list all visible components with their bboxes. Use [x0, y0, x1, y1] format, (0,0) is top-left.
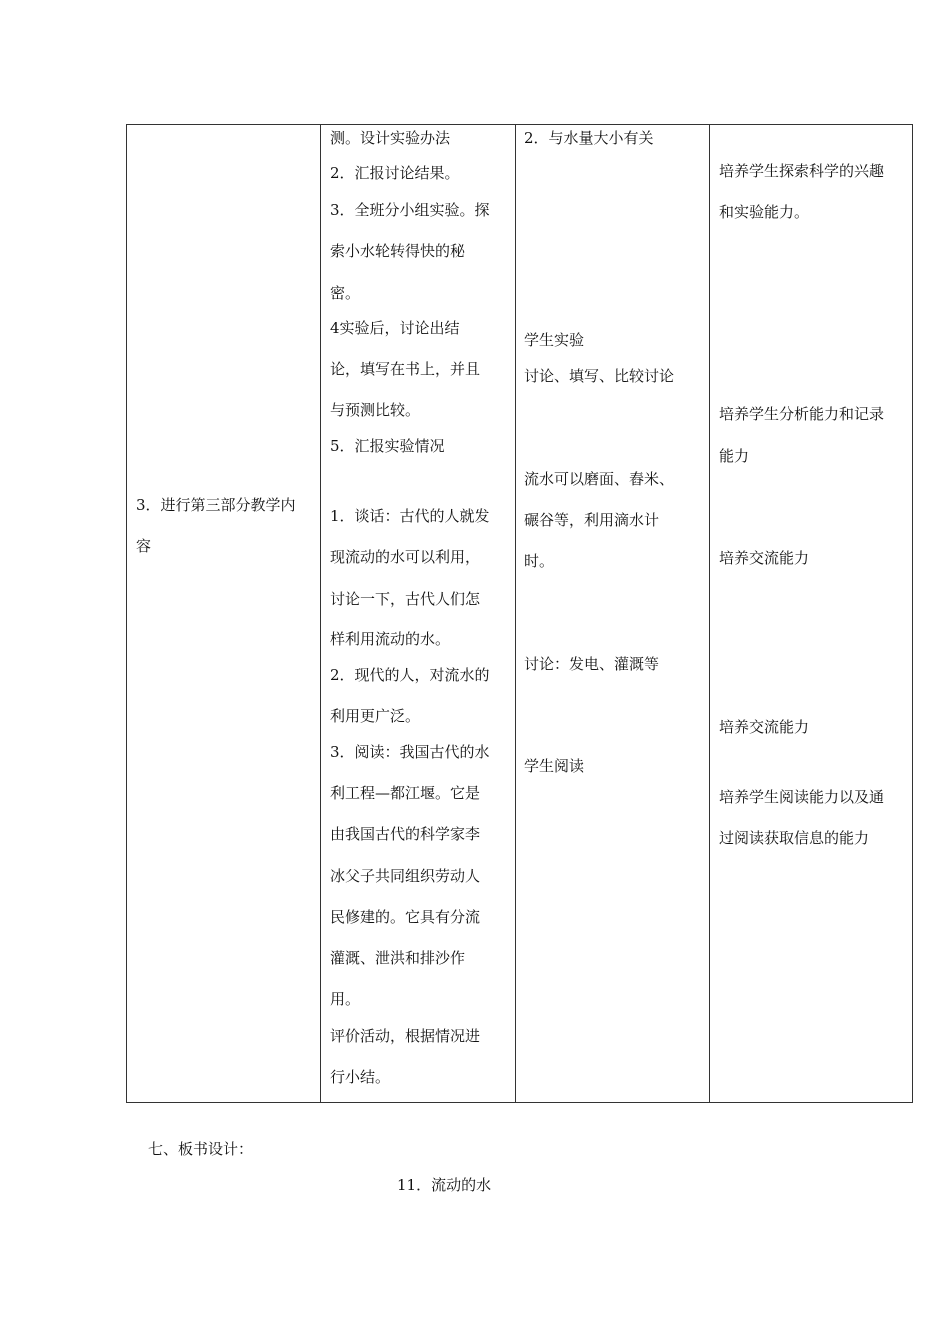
col2-line: 讨论一下，古代人们怎: [330, 590, 481, 608]
col2-line: 民修建的。它具有分流: [330, 908, 481, 926]
col2-line: 由我国古代的科学家李: [330, 825, 481, 843]
col2-line: 密。: [330, 284, 361, 302]
col2-line: 与预测比较。: [330, 401, 421, 419]
col2-line: 用。: [330, 990, 361, 1008]
col2-line: 1．谈话：古代的人就发: [330, 507, 490, 525]
col2-line: 4实验后，讨论出结: [330, 319, 460, 337]
col2-line: 利工程—都江堰。它是: [330, 784, 481, 802]
col3-line: 流水可以磨面、舂米、: [524, 470, 675, 488]
table-col-divider-3: [709, 124, 710, 1103]
col2-line: 论，填写在书上，并且: [330, 360, 481, 378]
col2-line: 2．汇报讨论结果。: [330, 164, 460, 182]
col2-line: 2．现代的人，对流水的: [330, 666, 490, 684]
col2-line: 利用更广泛。: [330, 707, 421, 725]
board-title: 11．流动的水: [397, 1176, 492, 1194]
table-col-divider-2: [515, 124, 516, 1103]
col3-line: 学生阅读: [524, 757, 585, 775]
col2-line: 冰父子共同组织劳动人: [330, 867, 481, 885]
col2-line: 现流动的水可以利用，: [330, 548, 481, 566]
col4-line: 培养学生探索科学的兴趣: [719, 162, 885, 180]
col3-line: 时。: [524, 552, 555, 570]
col3-line: 碾谷等，利用滴水计: [524, 511, 660, 529]
col2-line: 测。设计实验办法: [330, 129, 451, 147]
col2-line: 3．全班分小组实验。探: [330, 201, 490, 219]
col2-line: 灌溉、泄洪和排沙作: [330, 949, 466, 967]
section-heading: 七、板书设计：: [148, 1140, 254, 1158]
col4-line: 能力: [719, 447, 750, 465]
lesson-table: [126, 124, 913, 1103]
col4-line: 培养交流能力: [719, 549, 810, 567]
col2-line: 3．阅读：我国古代的水: [330, 743, 490, 761]
col2-line: 行小结。: [330, 1068, 391, 1086]
col3-line: 讨论、填写、比较讨论: [524, 367, 675, 385]
col1-line: 3．进行第三部分教学内: [136, 496, 296, 514]
col2-line: 5．汇报实验情况: [330, 437, 445, 455]
col2-line: 索小水轮转得快的秘: [330, 242, 466, 260]
col1-line: 容: [136, 537, 152, 555]
col4-line: 培养交流能力: [719, 718, 810, 736]
col3-line: 讨论：发电、灌溉等: [524, 655, 660, 673]
col4-line: 培养学生阅读能力以及通: [719, 788, 885, 806]
table-col-divider-1: [320, 124, 321, 1103]
col4-line: 和实验能力。: [719, 203, 810, 221]
col2-line: 评价活动，根据情况进: [330, 1027, 481, 1045]
col2-line: 样利用流动的水。: [330, 630, 451, 648]
col3-line: 学生实验: [524, 331, 585, 349]
col3-line: 2．与水量大小有关: [524, 129, 654, 147]
col4-line: 培养学生分析能力和记录: [719, 405, 885, 423]
col4-line: 过阅读获取信息的能力: [719, 829, 870, 847]
